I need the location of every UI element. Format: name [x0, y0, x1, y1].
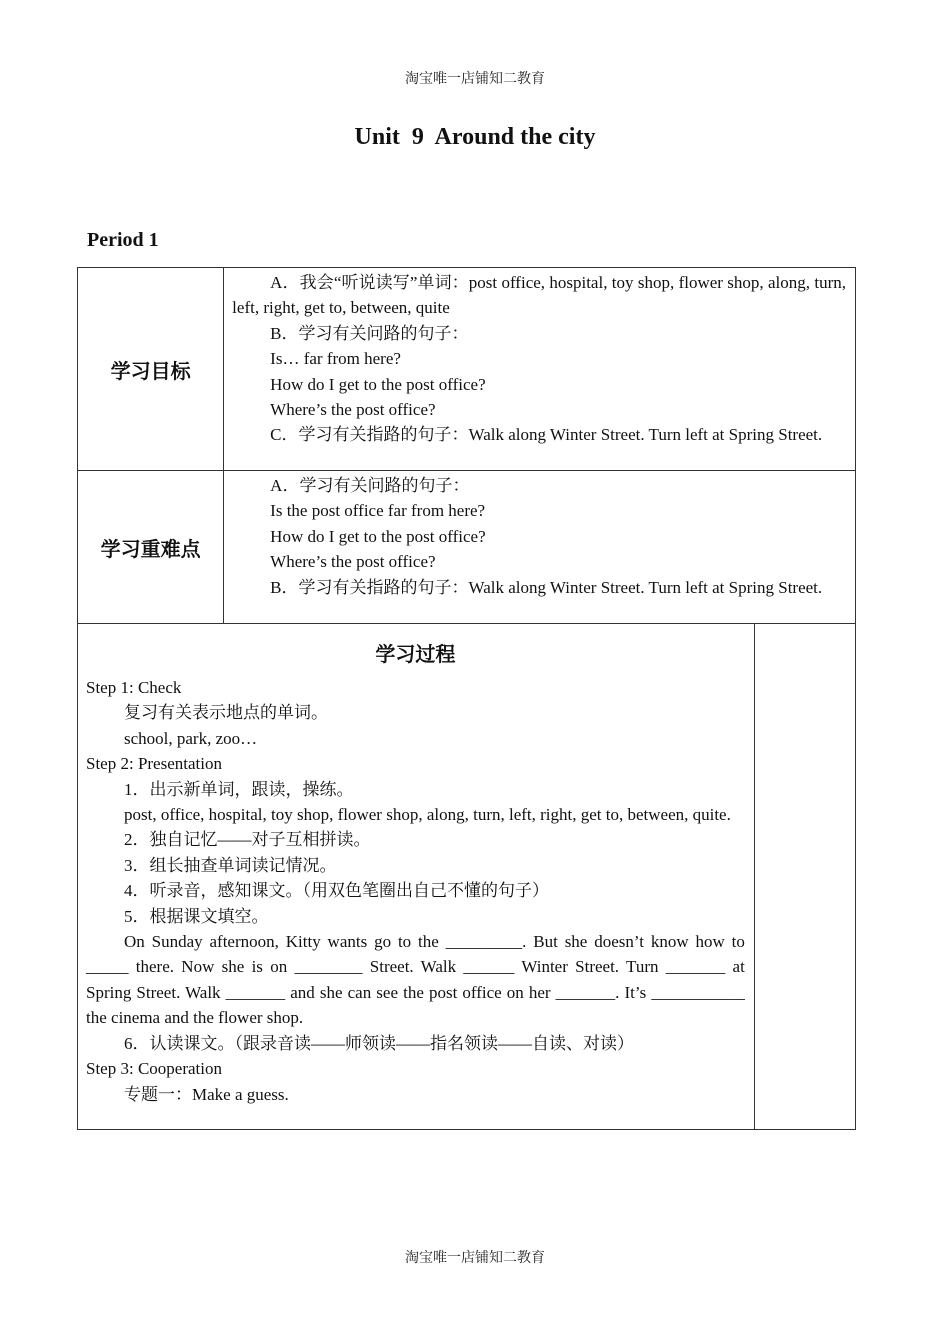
header-note: 淘宝唯一店铺知二教育 [405, 71, 545, 87]
key-point-line: B．学习有关指路的句子：Walk along Winter Street. Turn left at Spring Street. [270, 577, 823, 597]
process-title: 学习过程 [375, 642, 456, 666]
page-title: Unit 9 Around the city [354, 124, 596, 150]
step-line: 专题一：Make a guess. [124, 1084, 289, 1104]
step-line: 4．听录音，感知课文。（用双色笔圈出自己不懂的句子） [124, 881, 549, 901]
key-point-line: Where’s the post office? [270, 552, 436, 572]
objectives-row [78, 268, 856, 471]
objective-line: How do I get to the post office? [270, 374, 486, 394]
fill-in-passage: On Sunday afternoon, Kitty wants go to the _________. But she doesn’t know how to _____ there. Now she is on ________ Street. Walk ______ Winter Street. Turn _______ at Spring Street. Walk _______ and she can see the post office on her _______. It’s ___________ the cinema and the flower shop. [86, 932, 745, 1028]
notes-column [754, 624, 855, 1130]
step-line: school, park, zoo… [124, 728, 258, 748]
process-row [78, 624, 856, 1130]
step-line: 3．组长抽查单词读记情况。 [124, 855, 337, 875]
objective-line: A．我会“听说读写”单词：post office, hospital, toy shop, flower shop, along, turn, left, right, get to, between, quite [232, 273, 846, 318]
objective-line: Where’s the post office? [270, 400, 436, 420]
step-heading: Step 1: Check [86, 678, 182, 697]
step-line: 复习有关表示地点的单词。 [124, 703, 328, 723]
key-points-content [224, 471, 856, 624]
step-heading: Step 2: Presentation [86, 754, 222, 774]
key-point-line: How do I get to the post office? [270, 526, 486, 546]
objectives-content [224, 268, 856, 471]
period-heading: Period 1 [87, 229, 159, 251]
step-line: 5．根据课文填空。 [124, 906, 269, 926]
step-heading: Step 3: Cooperation [86, 1059, 222, 1079]
key-points-row [78, 471, 856, 624]
step-line: 2．独自记忆——对子互相拼读。 [124, 830, 371, 850]
footer-note: 淘宝唯一店铺知二教育 [405, 1250, 545, 1266]
objective-line: Is… far from here? [270, 349, 401, 369]
step-line: 1．出示新单词，跟读，操练。 [124, 779, 354, 799]
objectives-label: 学习目标 [78, 268, 224, 471]
key-points-label: 学习重难点 [78, 471, 224, 624]
key-point-line: A．学习有关问路的句子： [270, 476, 470, 495]
step-line: 6．认读课文。（跟录音读——师领读——指名领读——自读、对读） [124, 1033, 634, 1053]
objective-line: C．学习有关指路的句子：Walk along Winter Street. Turn left at Spring Street. [270, 425, 823, 445]
process-content [78, 624, 755, 1130]
objective-line: B．学习有关问路的句子： [270, 323, 469, 343]
key-point-line: Is the post office far from here? [270, 501, 486, 521]
lesson-plan-table [77, 267, 856, 1130]
step-line: post, office, hospital, toy shop, flower shop, along, turn, left, right, get to, between, quite. [124, 805, 731, 825]
